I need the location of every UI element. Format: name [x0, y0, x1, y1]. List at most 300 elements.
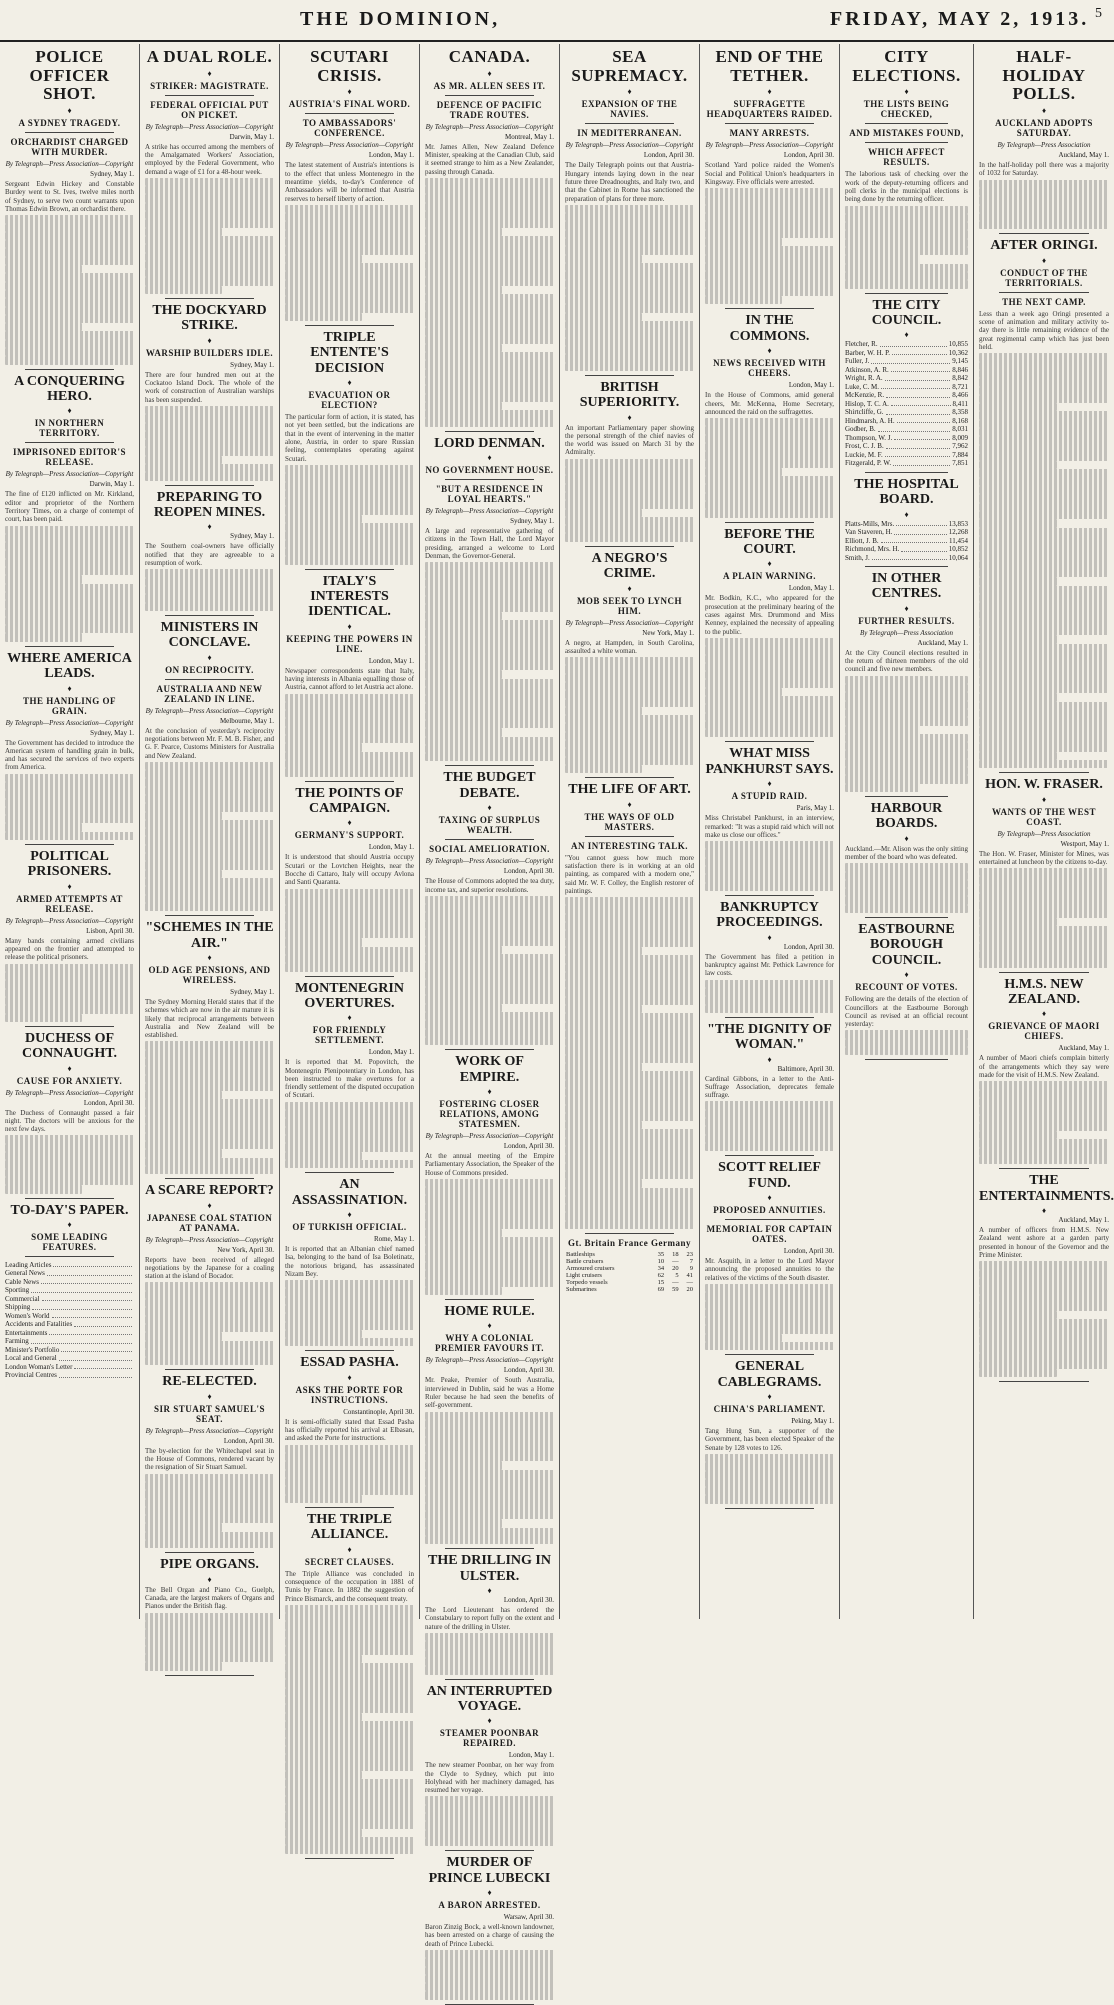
text-line [979, 1106, 1109, 1114]
separator-dot: ♦ [207, 68, 212, 78]
text-line [705, 230, 834, 238]
text-line [979, 196, 1109, 204]
article-headline: A NEGRO'S CRIME. [591, 550, 668, 582]
text-line [145, 787, 274, 795]
article-subhead: A SYDNEY TRAGEDY. [18, 118, 121, 129]
article-headline: THE DOCKYARD STRIKE. [152, 303, 267, 334]
fleet-cell: 35 [657, 1251, 665, 1259]
text-line [145, 853, 274, 861]
result-row [845, 442, 968, 451]
separator-dot: ♦ [904, 603, 909, 613]
article-subhead: EXPANSION OF THE NAVIES. [581, 99, 678, 120]
separator-dot: ♦ [487, 1888, 492, 1898]
leader-dots [886, 442, 951, 449]
text-line [425, 670, 502, 678]
feature-label: Provincial Centres [5, 1371, 57, 1380]
separator-dot: ♦ [767, 932, 772, 942]
article-dateline: Auckland, May 1. [1058, 151, 1109, 160]
text-line [285, 718, 414, 726]
article-dateline: Sydney, May 1. [230, 360, 274, 369]
article-text: The Lord Lieutenant has ordered the Constabulary to report fully on the extent and nature of the drilling in Ulster. [425, 1606, 554, 1631]
article-headline: HOME RULE. [444, 1304, 535, 1320]
text-line [145, 1058, 274, 1066]
article-dateline: New York, April 30. [217, 1245, 274, 1254]
text-line [5, 1160, 134, 1168]
text-line [425, 228, 502, 236]
article-headline: SCOTT RELIEF FUND. [718, 1160, 821, 1191]
text-line [845, 676, 968, 684]
text-line [565, 338, 694, 346]
text-line [425, 186, 554, 194]
text-line [705, 638, 834, 646]
text-line [979, 619, 1109, 627]
article-text: In the House of Commons, amid general cheers, Mr. McKenna, Home Secretary, announced the raid on the suffragettes. [705, 391, 834, 416]
masthead [0, 0, 1114, 42]
text-line [5, 1169, 134, 1177]
text-line [5, 290, 134, 298]
leader-dots [885, 374, 951, 381]
text-line [845, 742, 968, 750]
text-line [145, 836, 274, 844]
article-headline: THE TRIPLE ALLIANCE. [307, 1511, 392, 1543]
separator-dot: ♦ [347, 1372, 352, 1382]
text-line [285, 1280, 414, 1288]
text-line [145, 1091, 222, 1099]
article-headline: BANKRUPTCY PROCEEDINGS. [716, 899, 823, 931]
vote-count: 9,145 [952, 357, 968, 366]
text-line [425, 987, 554, 995]
article-rule [725, 1508, 814, 1509]
rule [165, 679, 254, 680]
text-line [145, 1482, 274, 1490]
text-line [565, 1055, 694, 1063]
article-rule [445, 1049, 534, 1050]
text-line [705, 426, 834, 434]
article-headline: HARBOUR BOARDS. [870, 800, 943, 832]
article-subhead: WANTS OF THE WEST COAST. [991, 806, 1097, 827]
article-subhead: KEEPING THE POWERS IN LINE. [286, 633, 413, 654]
article-rule [865, 796, 948, 797]
text-line [979, 1139, 1109, 1147]
leader-dots [74, 1320, 132, 1327]
text-line [979, 378, 1109, 386]
article-rule [25, 1256, 114, 1257]
text-line [425, 1486, 554, 1494]
text-line [565, 905, 694, 913]
article-headline: HON. W. FRASER. [985, 777, 1103, 793]
article-subhead: JAPANESE COAL STATION AT PANAMA. [146, 1212, 273, 1233]
text-line [979, 205, 1109, 213]
article-credit: By Telegraph—Press Association—Copyright [145, 706, 274, 715]
text-line [145, 1341, 274, 1349]
fleet-cell: — [672, 1258, 679, 1266]
separator-dot: ♦ [207, 1574, 212, 1584]
text-line [565, 682, 694, 690]
text-line [285, 531, 414, 539]
text-line [285, 506, 414, 514]
article-subhead: NEWS RECEIVED WITH CHEERS. [713, 358, 826, 379]
text-line [145, 1291, 274, 1299]
article-credit: By Telegraph—Press Association [997, 141, 1091, 150]
text-line [5, 592, 134, 600]
article-text: The Government has decided to introduce the American system of handling grain in bulk, and has secured the services of two experts from America. [5, 738, 134, 772]
text-line [705, 443, 834, 451]
vote-count: 8,466 [952, 391, 968, 400]
article-dateline: Montreal, May 1. [505, 132, 554, 141]
text-line [979, 1311, 1057, 1319]
text-line [285, 1338, 414, 1346]
text-line [425, 319, 554, 327]
article-credit: By Telegraph—Press Association—Copyright [5, 718, 134, 727]
article-headline: SEA SUPREMACY. [571, 47, 688, 85]
text-line [145, 277, 274, 285]
article-subhead: CHINA'S PARLIAMENT. [713, 1404, 826, 1415]
text-line [425, 954, 554, 962]
text-line [285, 465, 414, 473]
article-text: The Duchess of Connaught passed a fair night. The doctors will be anxious for the next few days. [5, 1108, 134, 1134]
article-text: At the conclusion of yesterday's reciprocity negotiations between Mr. F. M. B. Fisher, and G. F. Pearce, Customs Ministers for Australia and New Zealand. [145, 726, 274, 760]
leader-dots [891, 400, 951, 407]
text-line [145, 1349, 274, 1357]
text-line [565, 255, 642, 263]
separator-dot: ♦ [627, 412, 632, 422]
article-subhead: OF TURKISH OFFICIAL. [292, 1221, 407, 1232]
text-line [979, 494, 1109, 502]
result-row [845, 374, 968, 383]
text-line [425, 662, 554, 670]
fleet-cell: — [672, 1279, 679, 1287]
column-1 [0, 44, 140, 1619]
fleet-cell: Torpedo vessels [566, 1279, 608, 1287]
text-line [145, 464, 274, 472]
candidate-name: Atkinson, A. R. [845, 365, 889, 374]
article-rule [445, 1679, 534, 1680]
separator-dot: ♦ [347, 818, 352, 828]
text-line [425, 1813, 554, 1821]
article-rule [999, 772, 1089, 773]
article-subhead: MEMORIAL FOR CAPTAIN OATES. [706, 1224, 833, 1245]
text-line [145, 903, 274, 911]
text-line [5, 240, 134, 248]
text-line [285, 255, 362, 263]
text-line [979, 552, 1109, 560]
feature-label: Commercial [5, 1294, 40, 1303]
article-rule [25, 1026, 114, 1027]
text-line [565, 1071, 694, 1079]
article-rule [165, 298, 254, 299]
text-line [145, 423, 274, 431]
text-line [979, 669, 1109, 677]
article-headline: AFTER ORINGI. [990, 238, 1098, 254]
text-line [285, 1646, 414, 1654]
vote-count: 8,721 [952, 382, 968, 391]
text-line [705, 263, 834, 271]
text-line [979, 395, 1109, 403]
article-subhead: CAUSE FOR ANXIETY. [16, 1075, 123, 1086]
text-line [565, 280, 694, 288]
text-line [5, 307, 134, 315]
text-line [979, 1090, 1109, 1098]
article-rule [865, 566, 948, 567]
text-line [145, 886, 274, 894]
text-line [979, 635, 1057, 643]
text-line [565, 723, 694, 731]
text-line [425, 369, 554, 377]
article-headline: AN INTERRUPTED VOYAGE. [426, 1683, 553, 1714]
separator-dot: ♦ [207, 652, 212, 662]
fleet-row [565, 1286, 694, 1293]
article-headline: H.M.S. NEW ZEALAND. [1004, 976, 1084, 1008]
text-line [5, 526, 134, 534]
text-line [145, 1638, 274, 1646]
text-line [979, 469, 1109, 477]
text-line [285, 523, 414, 531]
text-line [425, 1412, 554, 1420]
text-line [845, 280, 968, 288]
result-row [845, 391, 968, 400]
text-line [145, 1124, 274, 1132]
text-line [565, 213, 694, 221]
text-line [145, 1357, 274, 1365]
text-line [5, 815, 134, 823]
text-line [5, 323, 82, 331]
text-line [5, 782, 134, 790]
text-line [285, 1713, 362, 1721]
result-row [845, 425, 968, 434]
text-line [285, 540, 414, 548]
article-subhead: DEFENCE OF PACIFIC TRADE ROUTES. [436, 99, 543, 120]
text-line [285, 922, 414, 930]
text-line [979, 1353, 1109, 1361]
text-line [705, 509, 834, 517]
text-line [979, 959, 1109, 967]
text-line [705, 476, 834, 484]
article-subhead: OLD AGE PENSIONS, AND WIRELESS. [148, 964, 271, 985]
text-line [565, 1046, 694, 1054]
text-line [565, 467, 694, 475]
text-line [565, 922, 694, 930]
text-line [705, 1495, 834, 1503]
leader-dots [74, 1363, 132, 1370]
feature-label: Entertainments [5, 1328, 48, 1337]
text-line [285, 1771, 362, 1779]
text-line [145, 1540, 274, 1548]
separator-dot: ♦ [767, 1392, 772, 1402]
text-line [285, 1102, 414, 1110]
text-line [979, 611, 1109, 619]
text-line [979, 602, 1109, 610]
article-subhead: ASKS THE PORTE FOR INSTRUCTIONS. [295, 1384, 404, 1405]
text-line [145, 1282, 274, 1290]
text-line [5, 799, 134, 807]
text-line [285, 1704, 414, 1712]
text-line [285, 1829, 362, 1837]
text-line [425, 995, 554, 1003]
leader-dots [59, 1371, 132, 1378]
text-line [979, 420, 1109, 428]
text-line [145, 1075, 274, 1083]
result-row [845, 400, 968, 409]
text-line [285, 213, 414, 221]
text-line [285, 897, 414, 905]
article-dateline: Sydney, May 1. [90, 728, 134, 737]
text-line [845, 767, 968, 775]
text-line [285, 263, 414, 271]
feature-label: Local and General [5, 1354, 57, 1363]
text-line [425, 1641, 554, 1649]
leader-dots [901, 545, 947, 552]
article-rule [999, 1381, 1089, 1382]
article-headline: MINISTERS IN CONCLAVE. [160, 619, 259, 651]
article-text: In the half-holiday poll there was a majority of 1032 for Saturday. [979, 161, 1109, 178]
text-line [845, 1030, 968, 1038]
article-headline: TO-DAY'S PAPER. [10, 1202, 129, 1218]
text-line [5, 559, 134, 567]
text-line [5, 257, 134, 265]
text-line [145, 861, 274, 869]
text-line [705, 646, 834, 654]
feature-row [5, 1303, 134, 1312]
text-line [565, 492, 694, 500]
text-line [5, 575, 82, 583]
text-line [565, 271, 694, 279]
result-row [845, 349, 968, 358]
text-line [5, 1152, 134, 1160]
feature-row [5, 1329, 134, 1338]
leader-dots [52, 1312, 132, 1319]
text-line [5, 980, 134, 988]
separator-dot: ♦ [767, 346, 772, 356]
rule [25, 442, 114, 443]
article-text: Tang Hung Sun, a supporter of the Government, has been elected Speaker of the Senate by 128 votes to 126. [705, 1427, 834, 1452]
text-line [565, 748, 694, 756]
text-line [5, 331, 134, 339]
text-line [5, 1005, 134, 1013]
text-line [145, 1621, 274, 1629]
text-line [145, 770, 274, 778]
text-line [565, 288, 694, 296]
candidate-name: Luckie, M. F. [845, 450, 883, 459]
text-line [425, 1212, 554, 1220]
leader-dots [886, 391, 950, 398]
article-subhead: SOCIAL AMELIORATION. [429, 844, 550, 855]
text-line [979, 1123, 1109, 1131]
text-line [705, 205, 834, 213]
text-line [425, 1020, 554, 1028]
separator-dot: ♦ [67, 683, 72, 693]
text-line [979, 926, 1109, 934]
text-line [979, 652, 1109, 660]
candidate-name: Smith, J. [845, 553, 870, 562]
article-subhead: "BUT A RESIDENCE IN LOYAL HEARTS." [435, 484, 544, 505]
article-dateline: London, May 1. [368, 843, 414, 852]
leader-dots [878, 425, 951, 432]
text-line [705, 980, 834, 988]
text-line [145, 569, 274, 577]
text-line [425, 1958, 554, 1966]
text-line [145, 1646, 274, 1654]
text-line [705, 1334, 782, 1342]
text-line [145, 828, 274, 836]
text-line [145, 1099, 274, 1107]
text-line [425, 596, 554, 604]
text-line [5, 1014, 82, 1022]
text-line [425, 1453, 554, 1461]
separator-dot: ♦ [627, 87, 632, 97]
article-dateline: Sydney, May 1. [230, 532, 274, 541]
fleet-cell: 34 [657, 1265, 665, 1273]
separator-dot: ♦ [207, 335, 212, 345]
separator-dot: ♦ [767, 1054, 772, 1064]
text-line [285, 221, 414, 229]
candidate-name: Fletcher, R. [845, 340, 878, 349]
text-line [565, 657, 694, 665]
article-text: The House of Commons adopted the tea duty, income tax, and superior resolutions. [425, 877, 554, 894]
text-line [979, 644, 1109, 652]
text-line [425, 654, 554, 662]
text-line [979, 743, 1109, 751]
article-dateline: Warsaw, April 30. [503, 1913, 554, 1922]
article-headline: EASTBOURNE BOROUGH COUNCIL. [858, 922, 955, 968]
article-subhead: AUSTRALIA AND NEW ZEALAND IN LINE. [156, 683, 263, 704]
article-subhead: FURTHER RESULTS. [858, 615, 955, 626]
text-line [285, 556, 414, 564]
article-headline: PIPE ORGANS. [160, 1557, 259, 1573]
text-line [425, 703, 554, 711]
article-text: The fine of £120 inflicted on Mr. Kirkland, editor and proprietor of the Northern Territory Times, on a charge of contempt of court, has been paid. [5, 490, 134, 524]
text-line [979, 1270, 1109, 1278]
text-line [425, 178, 554, 186]
text-line [979, 901, 1109, 909]
feature-row [5, 1278, 134, 1287]
text-line [979, 718, 1109, 726]
vote-count: 8,168 [952, 416, 968, 425]
text-line [979, 752, 1057, 760]
leader-dots [893, 459, 950, 466]
text-line [565, 205, 694, 213]
leader-dots [59, 1354, 132, 1361]
text-line [145, 406, 274, 414]
feature-row [5, 1286, 134, 1295]
fleet-cell: 15 [657, 1279, 665, 1287]
fleet-cell: 7 [689, 1258, 693, 1266]
separator-dot: ♦ [487, 68, 492, 78]
separator-dot: ♦ [627, 799, 632, 809]
page-number: 5 [1095, 6, 1102, 21]
rule [25, 132, 114, 133]
separator-dot: ♦ [487, 1086, 492, 1096]
text-line [285, 296, 414, 304]
article-headline: SCUTARI CRISIS. [310, 47, 389, 85]
separator-dot: ♦ [207, 522, 212, 532]
article-headline: WORK OF EMPIRE. [455, 1054, 524, 1085]
text-line [979, 660, 1109, 668]
rule [725, 1219, 814, 1220]
article-headline: PREPARING TO REOPEN MINES. [153, 489, 266, 521]
text-line [705, 280, 834, 288]
article-subhead: AND MISTAKES FOUND, [849, 128, 964, 139]
text-line [979, 453, 1109, 461]
article-dateline: Baltimore, April 30. [777, 1064, 834, 1073]
article-dateline: London, April 30. [503, 1596, 554, 1605]
article-subhead: A STUPID RAID. [731, 791, 808, 802]
text-line [145, 219, 274, 227]
text-line [705, 435, 834, 443]
text-line [705, 1479, 834, 1487]
text-line [845, 247, 968, 255]
article-credit: By Telegraph—Press Association—Copyright [565, 618, 694, 627]
text-line [5, 774, 134, 782]
